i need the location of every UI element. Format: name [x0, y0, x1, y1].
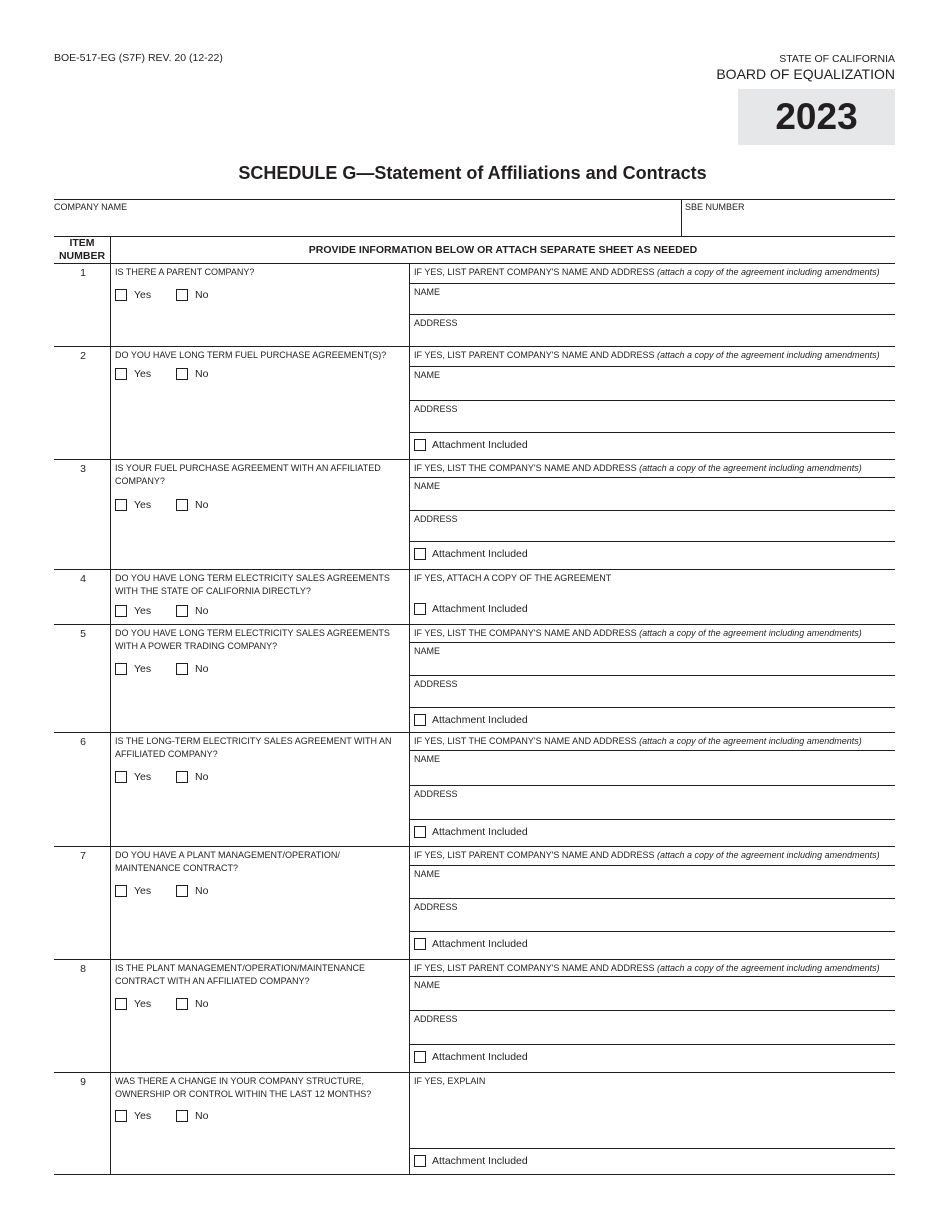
instruction-main: IF YES, LIST THE COMPANY'S NAME AND ADDRESS — [414, 628, 637, 638]
attachment-line — [409, 432, 895, 433]
attachment-line — [409, 931, 895, 932]
instruction-text — [414, 266, 895, 279]
row-divider — [54, 1072, 895, 1073]
address-label: ADDRESS — [414, 404, 458, 414]
attachment-label: Attachment Included — [432, 548, 528, 560]
name-line — [409, 750, 895, 751]
name-label: NAME — [414, 481, 441, 491]
attachment-label: Attachment Included — [432, 439, 528, 451]
no-checkbox[interactable] — [176, 499, 188, 511]
address-label: ADDRESS — [414, 318, 458, 328]
instruction-main: IF YES, ATTACH A COPY OF THE AGREEMENT — [414, 573, 612, 583]
name-field[interactable] — [411, 978, 893, 1009]
attachment-checkbox[interactable] — [414, 439, 426, 451]
no-label: No — [195, 998, 209, 1010]
address-line — [409, 785, 895, 786]
name-line — [409, 865, 895, 866]
divider — [54, 236, 895, 237]
yes-label: Yes — [134, 605, 152, 617]
question-text: IS THERE A PARENT COMPANY? — [115, 267, 255, 277]
question-text: IS THE PLANT MANAGEMENT/OPERATION/MAINTENANCE — [115, 963, 366, 973]
attachment-checkbox[interactable] — [414, 1051, 426, 1063]
info-header: PROVIDE INFORMATION BELOW OR ATTACH SEPARATE SHEET AS NEEDED — [308, 244, 698, 256]
name-label: NAME — [414, 980, 441, 990]
question-text: IS YOUR FUEL PURCHASE AGREEMENT WITH AN AFFILIATED — [115, 463, 381, 473]
attachment-label: Attachment Included — [432, 1155, 528, 1167]
address-line — [409, 314, 895, 315]
no-label: No — [195, 605, 209, 617]
yes-checkbox[interactable] — [115, 885, 127, 897]
form-id: BOE-517-EG (S7F) REV. 20 (12-22) — [54, 52, 223, 64]
question-text: DO YOU HAVE LONG TERM ELECTRICITY SALES AGREEMENTS — [115, 573, 390, 583]
question-text: WAS THERE A CHANGE IN YOUR COMPANY STRUCTURE, — [115, 1076, 365, 1086]
attach-note: (attach a copy of the agreement including amendments) — [639, 628, 862, 638]
item-number: 1 — [80, 267, 86, 279]
item-column-line — [110, 236, 111, 1175]
attach-note: (attach a copy of the agreement including amendments) — [656, 963, 880, 973]
name-line — [409, 477, 895, 478]
sbe-number-field[interactable] — [684, 214, 892, 235]
question-text: WITH A POWER TRADING COMPANY? — [115, 640, 278, 651]
no-label: No — [195, 368, 209, 380]
instruction-main: IF YES, LIST PARENT COMPANY'S NAME AND ADDRESS — [414, 963, 655, 973]
address-field[interactable] — [411, 512, 893, 540]
name-line — [409, 976, 895, 977]
attachment-label: Attachment Included — [432, 938, 528, 950]
instruction-text — [414, 735, 895, 748]
instruction-text — [414, 349, 895, 362]
instruction-text — [414, 627, 895, 640]
attachment-label: Attachment Included — [432, 826, 528, 838]
tax-year: 2023 — [775, 96, 858, 137]
attach-note: (attach a copy of the agreement including amendments) — [656, 850, 880, 860]
instruction-text — [414, 572, 895, 585]
attachment-line — [409, 819, 895, 820]
instruction-text — [414, 962, 895, 975]
yes-checkbox[interactable] — [115, 1110, 127, 1122]
address-field[interactable] — [411, 677, 893, 706]
instruction-text — [414, 462, 895, 475]
address-field[interactable] — [411, 316, 893, 345]
name-field[interactable] — [411, 644, 893, 674]
attachment-line — [409, 1044, 895, 1045]
instruction-main: IF YES, LIST PARENT COMPANY'S NAME AND ADDRESS — [414, 350, 655, 360]
attachment-label: Attachment Included — [432, 714, 528, 726]
no-checkbox[interactable] — [176, 289, 188, 301]
address-label: ADDRESS — [414, 902, 458, 912]
address-label: ADDRESS — [414, 514, 458, 524]
no-checkbox[interactable] — [176, 1110, 188, 1122]
address-line — [409, 510, 895, 511]
divider — [54, 263, 895, 264]
yes-checkbox[interactable] — [115, 998, 127, 1010]
name-label: NAME — [414, 869, 441, 879]
attachment-label: Attachment Included — [432, 1051, 528, 1063]
no-label: No — [195, 663, 209, 675]
question-text: OWNERSHIP OR CONTROL WITHIN THE LAST 12 MONTHS? — [115, 1088, 372, 1099]
row-divider — [54, 569, 895, 570]
item-number: 4 — [80, 573, 86, 585]
no-checkbox[interactable] — [176, 663, 188, 675]
address-label: ADDRESS — [414, 679, 458, 689]
instruction-main: IF YES, LIST PARENT COMPANY'S NAME AND ADDRESS — [414, 850, 655, 860]
address-line — [409, 400, 895, 401]
address-line — [409, 1010, 895, 1011]
no-label: No — [195, 1110, 209, 1122]
address-field[interactable] — [411, 402, 893, 431]
no-checkbox[interactable] — [176, 771, 188, 783]
name-label: NAME — [414, 646, 441, 656]
company-name-label: COMPANY NAME — [54, 202, 128, 212]
attachment-checkbox[interactable] — [414, 1155, 426, 1167]
yes-label: Yes — [134, 289, 152, 301]
yes-checkbox[interactable] — [115, 499, 127, 511]
row-divider — [54, 959, 895, 960]
instruction-main: IF YES, LIST THE COMPANY'S NAME AND ADDRESS — [414, 736, 637, 746]
name-label: NAME — [414, 754, 441, 764]
state-label: STATE OF CALIFORNIA — [779, 53, 895, 65]
address-line — [409, 675, 895, 676]
no-label: No — [195, 885, 209, 897]
name-field[interactable] — [411, 285, 893, 313]
sbe-number-label: SBE NUMBER — [685, 202, 745, 212]
name-line — [409, 366, 895, 367]
name-label: NAME — [414, 370, 441, 380]
question-text: DO YOU HAVE LONG TERM FUEL PURCHASE AGREEMENT(S)? — [115, 350, 387, 360]
item-number: 2 — [80, 350, 86, 362]
name-label: NAME — [414, 287, 441, 297]
no-checkbox[interactable] — [176, 605, 188, 617]
instruction-text — [414, 1075, 895, 1088]
name-field[interactable] — [411, 867, 893, 897]
question-text: MAINTENANCE CONTRACT? — [115, 862, 239, 873]
name-line — [409, 642, 895, 643]
company-name-field[interactable] — [54, 206, 676, 235]
name-line — [409, 283, 895, 284]
no-checkbox[interactable] — [176, 998, 188, 1010]
address-label: ADDRESS — [414, 1014, 458, 1024]
question-text: WITH THE STATE OF CALIFORNIA DIRECTLY? — [115, 585, 311, 596]
name-field[interactable] — [411, 752, 893, 784]
item-number: 7 — [80, 850, 86, 862]
attachment-label: Attachment Included — [432, 603, 528, 615]
question-text: IS THE LONG-TERM ELECTRICITY SALES AGREEMENT WITH AN — [115, 736, 392, 746]
attach-note: (attach a copy of the agreement including amendments) — [639, 736, 862, 746]
yes-checkbox[interactable] — [115, 771, 127, 783]
name-field[interactable] — [411, 479, 893, 509]
item-number: 3 — [80, 463, 86, 475]
no-checkbox[interactable] — [176, 885, 188, 897]
yes-label: Yes — [134, 1110, 152, 1122]
attachment-checkbox[interactable] — [414, 548, 426, 560]
address-line — [409, 898, 895, 899]
question-text: CONTRACT WITH AN AFFILIATED COMPANY? — [115, 975, 310, 986]
instruction-text — [414, 849, 895, 862]
item-number-header: ITEM NUMBER — [58, 237, 106, 262]
yes-label: Yes — [134, 499, 152, 511]
instruction-main: IF YES, EXPLAIN — [414, 1076, 486, 1086]
instruction-main: IF YES, LIST THE COMPANY'S NAME AND ADDRESS — [414, 463, 637, 473]
row-divider — [54, 624, 895, 625]
no-checkbox[interactable] — [176, 368, 188, 380]
attachment-checkbox[interactable] — [414, 938, 426, 950]
item-number: 5 — [80, 628, 86, 640]
question-text: COMPANY? — [115, 475, 165, 486]
attachment-line — [409, 707, 895, 708]
address-field[interactable] — [411, 1012, 893, 1043]
yes-label: Yes — [134, 885, 152, 897]
attachment-line — [409, 541, 895, 542]
attachment-checkbox[interactable] — [414, 603, 426, 615]
row-divider — [54, 346, 895, 347]
divider — [681, 199, 682, 237]
row-divider — [54, 732, 895, 733]
divider — [54, 199, 895, 200]
item-number: 6 — [80, 736, 86, 748]
no-label: No — [195, 771, 209, 783]
attachment-checkbox[interactable] — [414, 826, 426, 838]
address-field[interactable] — [411, 787, 893, 818]
page-title: SCHEDULE G—Statement of Affiliations and Contracts — [238, 163, 707, 183]
question-text: DO YOU HAVE LONG TERM ELECTRICITY SALES AGREEMENTS — [115, 628, 390, 638]
attach-note: (attach a copy of the agreement including amendments) — [639, 463, 862, 473]
attachment-checkbox[interactable] — [414, 714, 426, 726]
yes-label: Yes — [134, 771, 152, 783]
item-number: 9 — [80, 1076, 86, 1088]
attach-note: (attach a copy of the agreement including amendments) — [656, 267, 880, 277]
yes-checkbox[interactable] — [115, 605, 127, 617]
yes-label: Yes — [134, 368, 152, 380]
name-field[interactable] — [411, 368, 893, 399]
row-divider — [54, 846, 895, 847]
yes-checkbox[interactable] — [115, 368, 127, 380]
no-label: No — [195, 289, 209, 301]
attachment-line — [409, 1148, 895, 1149]
yes-label: Yes — [134, 663, 152, 675]
attach-note: (attach a copy of the agreement including amendments) — [656, 350, 880, 360]
yes-checkbox[interactable] — [115, 289, 127, 301]
address-field[interactable] — [411, 900, 893, 930]
instruction-main: IF YES, LIST PARENT COMPANY'S NAME AND ADDRESS — [414, 267, 655, 277]
yes-checkbox[interactable] — [115, 663, 127, 675]
question-text: DO YOU HAVE A PLANT MANAGEMENT/OPERATION/ — [115, 850, 340, 860]
row-divider — [54, 459, 895, 460]
item-number: 8 — [80, 963, 86, 975]
no-label: No — [195, 499, 209, 511]
explain-field[interactable] — [411, 1088, 893, 1146]
address-label: ADDRESS — [414, 789, 458, 799]
board-label: BOARD OF EQUALIZATION — [716, 66, 895, 82]
question-text: AFFILIATED COMPANY? — [115, 748, 218, 759]
table-bottom-line — [54, 1174, 895, 1175]
tax-year-box — [738, 89, 895, 145]
yes-label: Yes — [134, 998, 152, 1010]
